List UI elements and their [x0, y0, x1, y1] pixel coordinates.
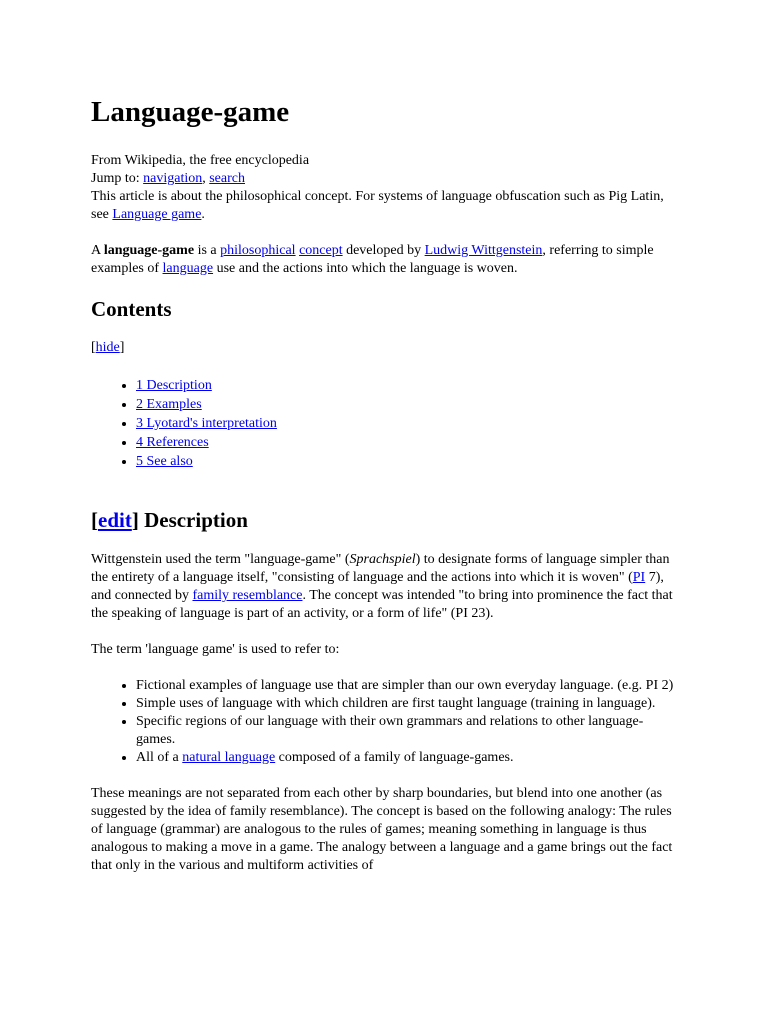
body-text: . The concept was intended "to bring into prominence the fact that the speaking of language is part of an activity, or a form of life" (PI 23).: [91, 588, 673, 621]
bracket: [: [91, 340, 96, 355]
concept-link[interactable]: concept: [299, 243, 343, 258]
section-title: Description: [144, 508, 248, 532]
toc-item: [136, 414, 681, 433]
philosophical-link[interactable]: philosophical: [220, 243, 296, 258]
lead-text: use and the actions into which the language is woven.: [213, 261, 518, 276]
body-text: All of a: [136, 750, 183, 765]
toc-hide-toggle: [91, 339, 681, 357]
bracket: ]: [131, 508, 145, 532]
page-title: Language-game: [91, 96, 290, 128]
lead-text: developed by: [342, 243, 425, 258]
list-item: • Fictional examples of language use that are simpler than our own everyday language. (e.g. PI 2): [136, 677, 681, 695]
bracket: ]: [119, 340, 125, 355]
jump-to: [91, 170, 681, 188]
jump-separator: ,: [202, 171, 210, 186]
body-text: ) to designate forms of language simpler than the entirety of a language itself, "consisting of language and the actions into which it is woven" (: [91, 552, 670, 585]
list-item: [136, 749, 681, 767]
edit-section: [91, 508, 144, 532]
toc-list: [91, 376, 681, 471]
body-text: 7), and connected by: [91, 570, 664, 603]
toc-title: Contents: [91, 297, 172, 321]
lead-text: , referring to simple examples of: [91, 243, 654, 276]
toc-link-lyotard[interactable]: 3 Lyotard's interpretation: [136, 416, 277, 431]
description-paragraph: [91, 551, 681, 623]
toc-link-description[interactable]: 1 Description: [136, 378, 212, 393]
natural-language-link[interactable]: natural language: [182, 750, 276, 765]
lead-text: A: [91, 243, 104, 258]
toc-link-see-also[interactable]: 5 See also: [136, 454, 193, 469]
toc-item: [136, 452, 681, 471]
term-intro: The term 'language game' is used to refer to:: [91, 642, 340, 657]
jump-navigation-link[interactable]: navigation: [143, 171, 203, 186]
lead-bold-term: language-game: [103, 243, 195, 258]
jump-search-link[interactable]: search: [209, 171, 245, 186]
toc-hide-link[interactable]: hide: [95, 340, 120, 355]
lead-text: is a: [194, 243, 221, 258]
hatnote-end: .: [201, 207, 205, 222]
list-item: • Specific regions of our language with their own grammars and relations to other language-games.: [136, 713, 681, 749]
article-content: [91, 94, 681, 875]
wittgenstein-link[interactable]: Ludwig Wittgenstein: [424, 243, 543, 258]
analogy-paragraph: These meanings are not separated from each other by sharp boundaries, but blend into one another (as suggested by the idea of family resemblance). The concept is based on the following analogy: The rules of language (grammar) are analogous to the rules of games; meaning something in language is thus analogous to making a move in a game. The analogy between a language and a game brings out the fact that only in the various and multiform activities of: [91, 786, 673, 873]
edit-link[interactable]: edit: [98, 508, 132, 532]
family-resemblance-link[interactable]: family resemblance: [192, 588, 303, 603]
hatnote-text: This article is about the philosophical concept. For systems of language obfuscation such as Pig Latin, see: [91, 189, 664, 222]
lead-paragraph: [91, 242, 681, 278]
hatnote: [91, 188, 681, 224]
toc-item: [136, 376, 681, 395]
pi-link[interactable]: PI: [632, 570, 646, 585]
toc-item: [136, 395, 681, 414]
toc-item: [136, 433, 681, 452]
body-text: Wittgenstein used the term "language-game" (: [91, 552, 350, 567]
site-sub: From Wikipedia, the free encyclopedia: [91, 153, 310, 168]
body-text: composed of a family of language-games.: [275, 750, 514, 765]
sprachspiel-term: Sprachspiel: [349, 552, 416, 567]
toc-link-references[interactable]: 4 References: [136, 435, 209, 450]
hatnote-link[interactable]: Language game: [112, 207, 202, 222]
jump-to-label: Jump to:: [91, 171, 144, 186]
term-list: [91, 677, 681, 767]
section-heading-description: [91, 507, 681, 533]
bracket: [: [91, 508, 98, 532]
toc-link-examples[interactable]: 2 Examples: [136, 397, 202, 412]
list-item: • Simple uses of language with which children are first taught language (training in language).: [136, 695, 681, 713]
language-link[interactable]: language: [162, 261, 214, 276]
